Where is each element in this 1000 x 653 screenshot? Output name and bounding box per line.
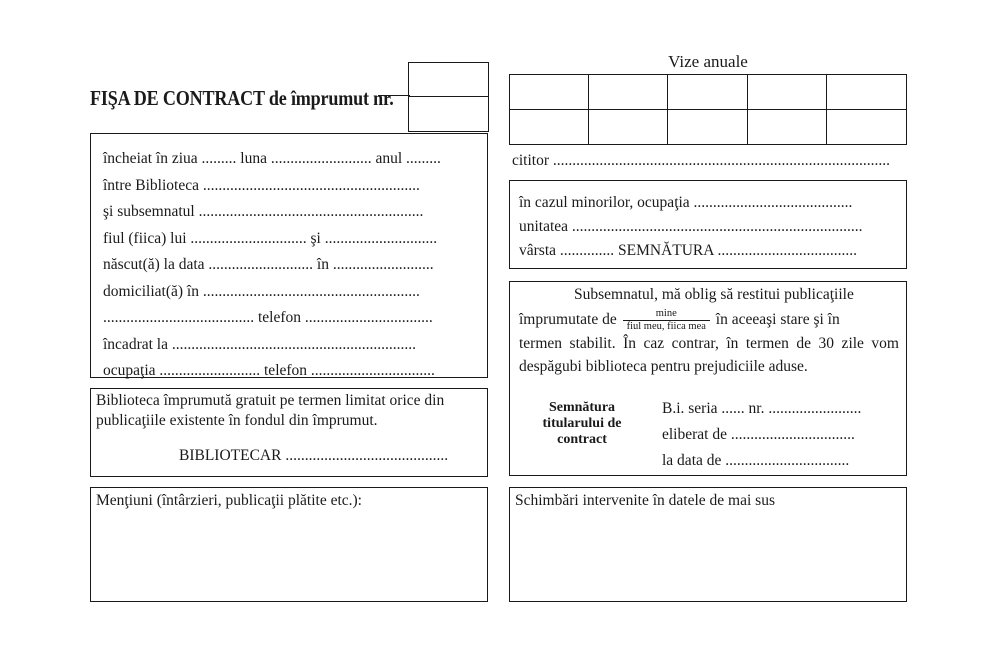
minors-box (509, 180, 907, 269)
visa-cell[interactable] (510, 110, 589, 145)
minors-lines (519, 191, 863, 263)
contract-details-lines (103, 146, 441, 385)
holder-signature-label: Semnătura titularului de contract (542, 400, 622, 447)
id-card-lines (662, 396, 861, 474)
visa-cell[interactable] (510, 75, 589, 110)
commitment-line-1: Subsemnatul, mă oblig să restitui publicaţiile (574, 286, 854, 303)
pronoun-fraction (623, 308, 710, 333)
visa-cell[interactable] (589, 75, 668, 110)
fraction-bottom: fiul meu, fiica mea (623, 320, 710, 333)
librarian-signature-line[interactable]: BIBLIOTECAR .......................................... (179, 447, 449, 464)
visa-cell[interactable] (668, 110, 747, 145)
address-line[interactable]: domiciliat(ă) în ........................................................ (103, 282, 420, 300)
mentions-label: Menţiuni (întârzieri, publicaţii plătite etc.): (96, 492, 362, 509)
reader-line[interactable]: cititor ....................................................................................... (512, 152, 891, 169)
title-underline (378, 95, 410, 96)
minor-age-signature-line[interactable]: vârsta .............. SEMNĂTURA .................................... (519, 242, 857, 259)
id-issue-date-line[interactable]: la data de ................................ (662, 452, 850, 469)
id-issued-by-line[interactable]: eliberat de ................................ (662, 426, 855, 443)
parents-line[interactable]: fiul (fiica) lui .............................. şi ............................. (103, 229, 438, 247)
visa-cell[interactable] (827, 75, 906, 110)
birth-line[interactable]: născut(ă) la data ........................... în .......................... (103, 256, 434, 273)
library-statement-text: Biblioteca împrumută gratuit pe termen limitat orice din publicaţiile existente în fondul din împrumut. (96, 392, 445, 429)
commitment-line-2-start: împrumutate de (519, 311, 617, 329)
date-line[interactable]: încheiat în ziua ......... luna .......................... anul ......... (103, 150, 441, 167)
library-line[interactable]: între Biblioteca ........................................................ (103, 176, 420, 194)
occupation-line[interactable]: ocupaţia .......................... telefon ................................ (103, 362, 435, 379)
contract-number-box[interactable] (408, 62, 489, 132)
minor-unit-line[interactable]: unitatea ........................................................................... (519, 218, 863, 235)
contract-details-box (90, 133, 488, 378)
library-statement-box (90, 388, 488, 477)
address-phone-line[interactable]: ....................................... telefon ................................. (103, 309, 433, 326)
undersigned-line[interactable]: şi subsemnatul .......................................................... (103, 203, 424, 220)
contract-number-line (409, 96, 488, 97)
commitment-box (509, 281, 907, 476)
annual-visas-title: Vize anuale (668, 52, 748, 71)
visa-cell[interactable] (748, 75, 827, 110)
commitment-rest: termen stabilit. În caz contrar, în termen de 30 zile vom despăgubi biblioteca pentru prejudiciile aduse. (519, 335, 899, 375)
form-title: FIŞA DE CONTRACT de împrumut nr. (90, 86, 394, 110)
fraction-top: mine (655, 308, 677, 319)
changes-label: Schimbări intervenite în datele de mai sus (515, 492, 775, 509)
mentions-box[interactable] (90, 487, 488, 602)
visa-cell[interactable] (827, 110, 906, 145)
visa-cell[interactable] (589, 110, 668, 145)
employer-line[interactable]: încadrat la ............................................................... (103, 335, 416, 353)
changes-box[interactable] (509, 487, 907, 602)
annual-visas-grid (509, 74, 907, 145)
minor-occupation-line[interactable]: în cazul minorilor, ocupaţia ......................................... (519, 194, 853, 211)
id-series-line[interactable]: B.i. seria ...... nr. ........................ (662, 400, 862, 417)
visa-cell[interactable] (748, 110, 827, 145)
commitment-line-2-end: în aceeaşi stare şi în (715, 311, 840, 329)
visa-cell[interactable] (668, 75, 747, 110)
commitment-line-2 (519, 308, 840, 333)
